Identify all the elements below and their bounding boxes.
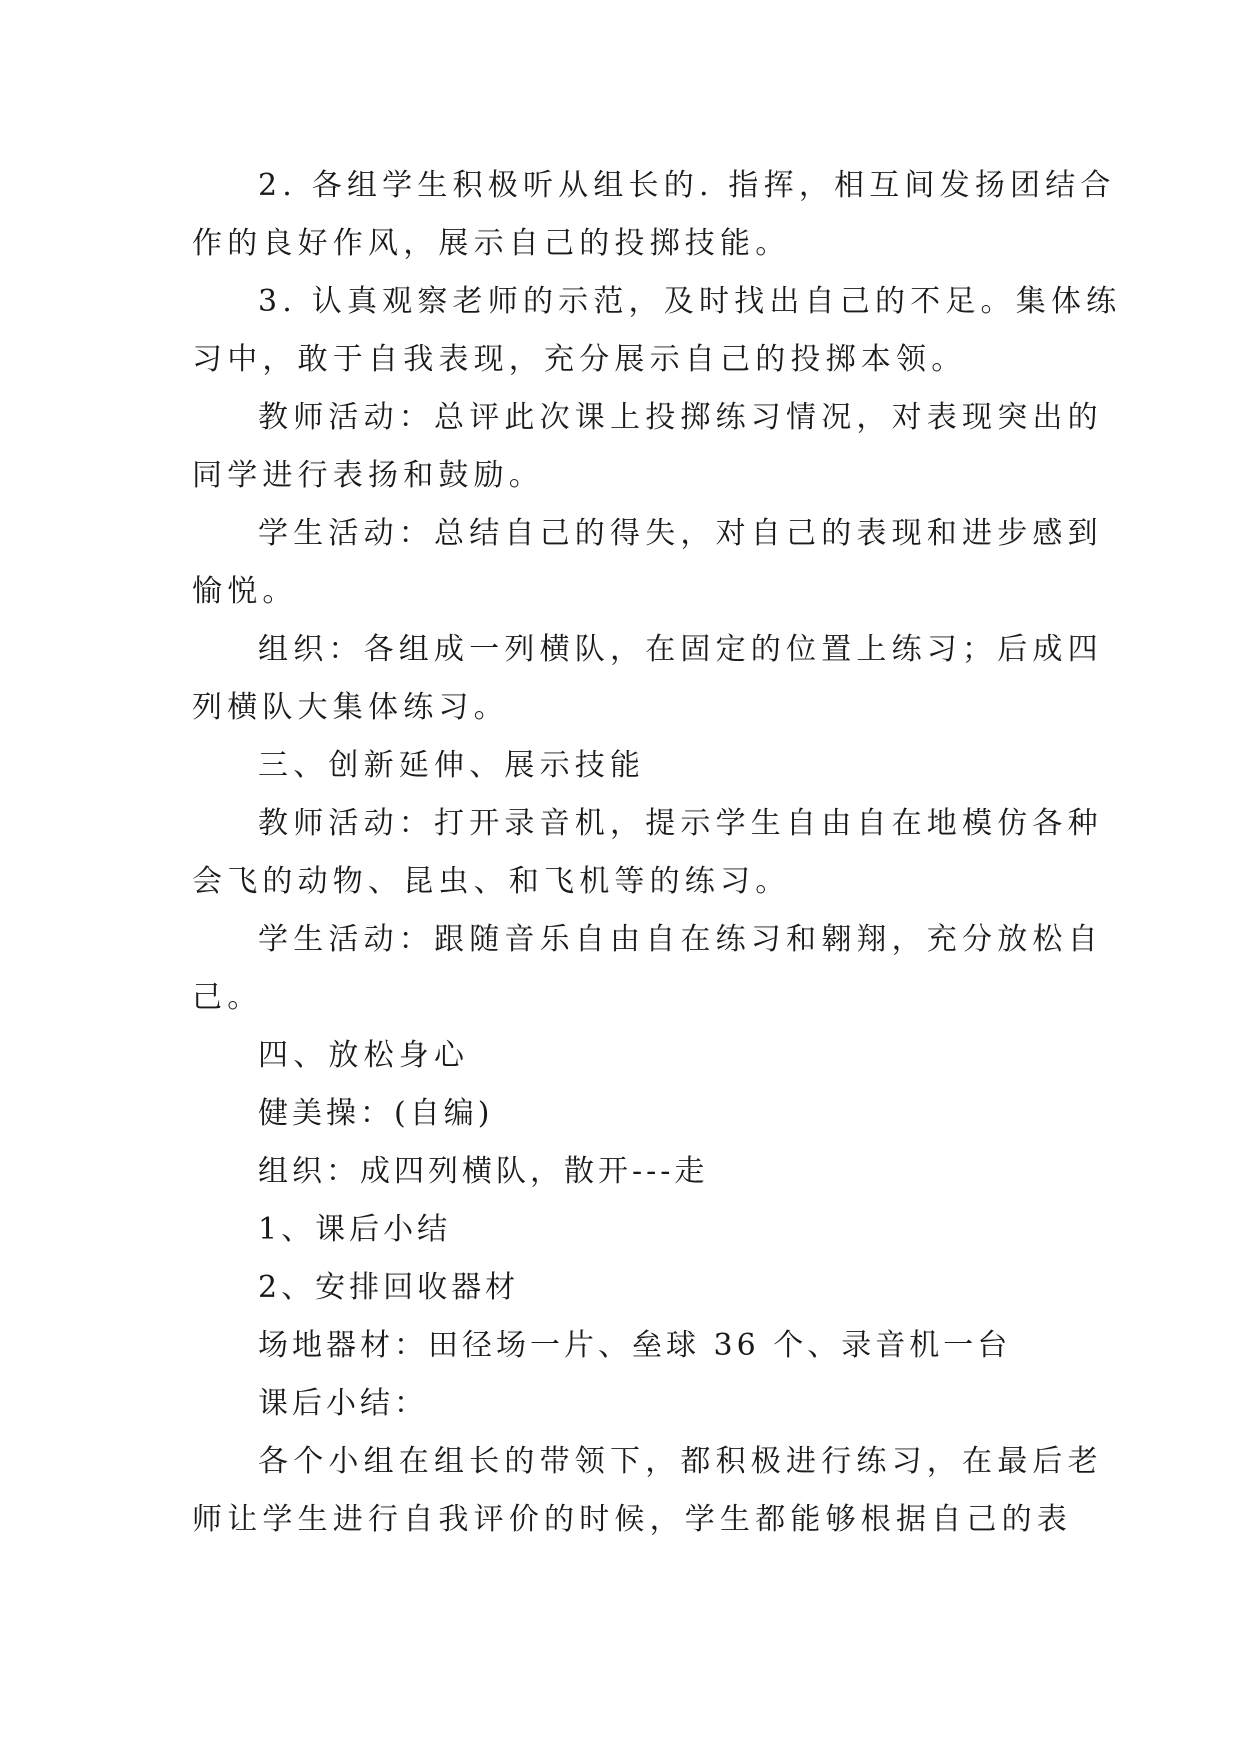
paragraph-line: 会飞的动物、昆虫、和飞机等的练习。 xyxy=(192,864,791,899)
paragraph-line: 学生活动：跟随音乐自由自在练习和翱翔，充分放松自 xyxy=(258,922,1103,957)
paragraph-line: 同学进行表扬和鼓励。 xyxy=(192,458,544,493)
paragraph-line: 教师活动：总评此次课上投掷练习情况，对表现突出的 xyxy=(258,400,1103,435)
paragraph-line: 师让学生进行自我评价的时候，学生都能够根据自己的表 xyxy=(192,1502,1072,1537)
section-heading: 四、放松身心 xyxy=(258,1038,470,1073)
paragraph-line: 教师活动：打开录音机，提示学生自由自在地模仿各种 xyxy=(258,806,1103,841)
paragraph-line: 组织：成四列横队，散开---走 xyxy=(258,1154,709,1189)
paragraph-line: 列横队大集体练习。 xyxy=(192,690,509,725)
paragraph-line: 作的良好作风，展示自己的投掷技能。 xyxy=(192,226,791,261)
paragraph-line: 课后小结： xyxy=(258,1386,428,1421)
paragraph-line: 己。 xyxy=(192,980,263,1015)
list-item: 2、安排回收器材 xyxy=(258,1270,520,1305)
paragraph-line: 各个小组在组长的带领下，都积极进行练习，在最后老 xyxy=(258,1444,1103,1479)
section-heading: 三、创新延伸、展示技能 xyxy=(258,748,646,783)
paragraph-line: 学生活动：总结自己的得失，对自己的表现和进步感到 xyxy=(258,516,1103,551)
paragraph-line: 场地器材：田径场一片、垒球 36 个、录音机一台 xyxy=(258,1328,1012,1363)
paragraph-line: 习中，敢于自我表现，充分展示自己的投掷本领。 xyxy=(192,342,967,377)
list-item: 1、课后小结 xyxy=(258,1212,452,1247)
paragraph-line: 组织：各组成一列横队，在固定的位置上练习；后成四 xyxy=(258,632,1103,667)
paragraph-line: 3. 认真观察老师的示范，及时找出自己的不足。集体练 xyxy=(258,284,1122,319)
paragraph-line: 2. 各组学生积极听从组长的. 指挥，相互间发扬团结合 xyxy=(258,168,1116,203)
paragraph-line: 愉悦。 xyxy=(192,574,298,609)
paragraph-line: 健美操：(自编) xyxy=(258,1096,494,1131)
